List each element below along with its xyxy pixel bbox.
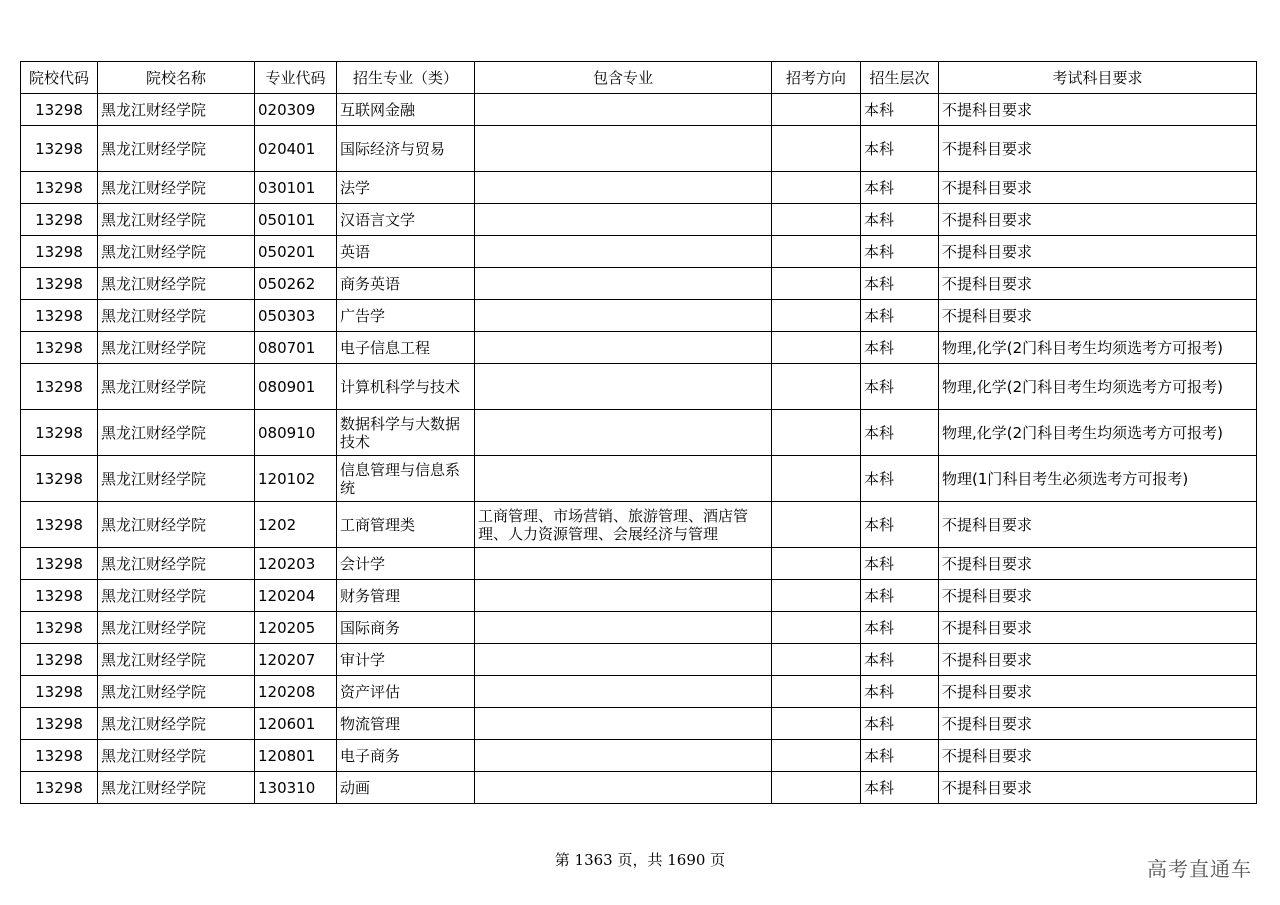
cell-major-code: 030101 <box>255 172 337 204</box>
cell-school-name: 黑龙江财经学院 <box>98 676 255 708</box>
cell-subject-requirement: 不提科目要求 <box>939 300 1257 332</box>
cell-included-majors <box>475 644 772 676</box>
cell-subject-requirement: 不提科目要求 <box>939 172 1257 204</box>
cell-level: 本科 <box>861 502 939 548</box>
cell-major-code: 020309 <box>255 94 337 126</box>
cell-level: 本科 <box>861 172 939 204</box>
cell-major-name: 英语 <box>337 236 475 268</box>
cell-direction <box>772 708 861 740</box>
cell-major-code: 1202 <box>255 502 337 548</box>
table-row <box>21 548 1257 580</box>
cell-included-majors <box>475 580 772 612</box>
cell-level: 本科 <box>861 410 939 456</box>
cell-subject-requirement: 不提科目要求 <box>939 644 1257 676</box>
table-row <box>21 94 1257 126</box>
cell-school-name: 黑龙江财经学院 <box>98 644 255 676</box>
cell-major-code: 120601 <box>255 708 337 740</box>
cell-major-code: 120207 <box>255 644 337 676</box>
page-number: 第 1363 页，共 1690 页 <box>554 851 726 869</box>
cell-school-name: 黑龙江财经学院 <box>98 410 255 456</box>
cell-level: 本科 <box>861 300 939 332</box>
header-level: 招生层次 <box>861 62 939 94</box>
cell-major-name: 互联网金融 <box>337 94 475 126</box>
cell-major-code: 120205 <box>255 612 337 644</box>
cell-major-code: 120203 <box>255 548 337 580</box>
cell-major-name: 数据科学与大数据技术 <box>337 410 475 456</box>
cell-level: 本科 <box>861 676 939 708</box>
cell-direction <box>772 456 861 502</box>
cell-major-name: 汉语言文学 <box>337 204 475 236</box>
cell-school-name: 黑龙江财经学院 <box>98 332 255 364</box>
table-row <box>21 456 1257 502</box>
cell-included-majors <box>475 94 772 126</box>
cell-school-code: 13298 <box>21 772 98 804</box>
cell-direction <box>772 644 861 676</box>
cell-subject-requirement: 物理,化学(2门科目考生均须选考方可报考) <box>939 410 1257 456</box>
cell-major-name: 电子信息工程 <box>337 332 475 364</box>
cell-subject-requirement: 物理(1门科目考生必须选考方可报考) <box>939 456 1257 502</box>
cell-major-name: 工商管理类 <box>337 502 475 548</box>
table-row <box>21 644 1257 676</box>
cell-school-name: 黑龙江财经学院 <box>98 300 255 332</box>
cell-school-name: 黑龙江财经学院 <box>98 456 255 502</box>
cell-level: 本科 <box>861 548 939 580</box>
cell-school-code: 13298 <box>21 332 98 364</box>
cell-level: 本科 <box>861 268 939 300</box>
cell-direction <box>772 410 861 456</box>
cell-direction <box>772 676 861 708</box>
cell-subject-requirement: 不提科目要求 <box>939 94 1257 126</box>
cell-included-majors <box>475 300 772 332</box>
cell-included-majors <box>475 676 772 708</box>
cell-major-code: 050101 <box>255 204 337 236</box>
cell-school-name: 黑龙江财经学院 <box>98 268 255 300</box>
cell-direction <box>772 740 861 772</box>
table-row <box>21 580 1257 612</box>
cell-major-code: 020401 <box>255 126 337 172</box>
cell-direction <box>772 236 861 268</box>
cell-school-code: 13298 <box>21 708 98 740</box>
header-school-code: 院校代码 <box>21 62 98 94</box>
table-row <box>21 172 1257 204</box>
table-row <box>21 300 1257 332</box>
cell-level: 本科 <box>861 204 939 236</box>
cell-school-name: 黑龙江财经学院 <box>98 204 255 236</box>
cell-major-code: 080701 <box>255 332 337 364</box>
cell-direction <box>772 580 861 612</box>
cell-included-majors <box>475 708 772 740</box>
cell-direction <box>772 204 861 236</box>
table-row <box>21 204 1257 236</box>
cell-subject-requirement: 不提科目要求 <box>939 708 1257 740</box>
cell-school-name: 黑龙江财经学院 <box>98 94 255 126</box>
cell-major-code: 130310 <box>255 772 337 804</box>
header-major-name: 招生专业（类） <box>337 62 475 94</box>
cell-major-name: 国际经济与贸易 <box>337 126 475 172</box>
cell-major-name: 会计学 <box>337 548 475 580</box>
cell-major-code: 080910 <box>255 410 337 456</box>
cell-major-name: 商务英语 <box>337 268 475 300</box>
cell-school-name: 黑龙江财经学院 <box>98 172 255 204</box>
cell-major-name: 电子商务 <box>337 740 475 772</box>
cell-subject-requirement: 不提科目要求 <box>939 548 1257 580</box>
cell-major-name: 动画 <box>337 772 475 804</box>
cell-subject-requirement: 不提科目要求 <box>939 580 1257 612</box>
header-direction: 招考方向 <box>772 62 861 94</box>
cell-level: 本科 <box>861 740 939 772</box>
cell-included-majors <box>475 236 772 268</box>
cell-direction <box>772 364 861 410</box>
cell-direction <box>772 126 861 172</box>
cell-major-name: 信息管理与信息系统 <box>337 456 475 502</box>
table-row <box>21 410 1257 456</box>
cell-included-majors: 工商管理、市场营销、旅游管理、酒店管理、人力资源管理、会展经济与管理 <box>475 502 772 548</box>
cell-school-name: 黑龙江财经学院 <box>98 364 255 410</box>
cell-major-code: 080901 <box>255 364 337 410</box>
cell-included-majors <box>475 204 772 236</box>
cell-school-code: 13298 <box>21 456 98 502</box>
cell-level: 本科 <box>861 772 939 804</box>
watermark: 高考直通车 <box>1147 857 1252 881</box>
cell-major-name: 资产评估 <box>337 676 475 708</box>
cell-major-name: 广告学 <box>337 300 475 332</box>
cell-subject-requirement: 不提科目要求 <box>939 502 1257 548</box>
cell-level: 本科 <box>861 644 939 676</box>
cell-major-name: 国际商务 <box>337 612 475 644</box>
cell-direction <box>772 612 861 644</box>
cell-school-code: 13298 <box>21 94 98 126</box>
cell-included-majors <box>475 740 772 772</box>
table-row <box>21 364 1257 410</box>
cell-major-name: 物流管理 <box>337 708 475 740</box>
cell-school-code: 13298 <box>21 676 98 708</box>
cell-level: 本科 <box>861 456 939 502</box>
cell-subject-requirement: 物理,化学(2门科目考生均须选考方可报考) <box>939 332 1257 364</box>
cell-subject-requirement: 物理,化学(2门科目考生均须选考方可报考) <box>939 364 1257 410</box>
cell-school-name: 黑龙江财经学院 <box>98 126 255 172</box>
cell-subject-requirement: 不提科目要求 <box>939 204 1257 236</box>
cell-level: 本科 <box>861 126 939 172</box>
cell-subject-requirement: 不提科目要求 <box>939 740 1257 772</box>
table-row <box>21 332 1257 364</box>
cell-major-name: 计算机科学与技术 <box>337 364 475 410</box>
table-row <box>21 708 1257 740</box>
cell-level: 本科 <box>861 580 939 612</box>
cell-major-code: 050303 <box>255 300 337 332</box>
cell-direction <box>772 332 861 364</box>
cell-included-majors <box>475 612 772 644</box>
cell-included-majors <box>475 548 772 580</box>
cell-direction <box>772 300 861 332</box>
cell-school-code: 13298 <box>21 548 98 580</box>
cell-level: 本科 <box>861 236 939 268</box>
cell-level: 本科 <box>861 708 939 740</box>
header-included-majors: 包含专业 <box>475 62 772 94</box>
cell-included-majors <box>475 172 772 204</box>
admissions-table <box>20 61 1257 804</box>
table-row <box>21 236 1257 268</box>
cell-major-code: 120102 <box>255 456 337 502</box>
table-row <box>21 772 1257 804</box>
cell-school-name: 黑龙江财经学院 <box>98 502 255 548</box>
cell-major-name: 审计学 <box>337 644 475 676</box>
cell-subject-requirement: 不提科目要求 <box>939 676 1257 708</box>
cell-school-name: 黑龙江财经学院 <box>98 236 255 268</box>
cell-included-majors <box>475 332 772 364</box>
cell-direction <box>772 268 861 300</box>
cell-school-name: 黑龙江财经学院 <box>98 548 255 580</box>
table-row <box>21 612 1257 644</box>
cell-direction <box>772 548 861 580</box>
cell-school-code: 13298 <box>21 300 98 332</box>
cell-school-name: 黑龙江财经学院 <box>98 708 255 740</box>
cell-direction <box>772 502 861 548</box>
header-major-code: 专业代码 <box>255 62 337 94</box>
cell-school-name: 黑龙江财经学院 <box>98 740 255 772</box>
cell-included-majors <box>475 410 772 456</box>
cell-level: 本科 <box>861 612 939 644</box>
cell-school-code: 13298 <box>21 364 98 410</box>
header-subject-requirement: 考试科目要求 <box>939 62 1257 94</box>
cell-school-code: 13298 <box>21 644 98 676</box>
header-school-name: 院校名称 <box>98 62 255 94</box>
cell-level: 本科 <box>861 364 939 410</box>
cell-included-majors <box>475 772 772 804</box>
cell-school-code: 13298 <box>21 236 98 268</box>
cell-subject-requirement: 不提科目要求 <box>939 612 1257 644</box>
table-body <box>21 94 1257 804</box>
cell-level: 本科 <box>861 332 939 364</box>
cell-included-majors <box>475 456 772 502</box>
cell-subject-requirement: 不提科目要求 <box>939 236 1257 268</box>
cell-school-code: 13298 <box>21 126 98 172</box>
table-row <box>21 268 1257 300</box>
cell-school-code: 13298 <box>21 502 98 548</box>
table-row <box>21 502 1257 548</box>
cell-major-code: 120208 <box>255 676 337 708</box>
table-row <box>21 676 1257 708</box>
cell-school-code: 13298 <box>21 268 98 300</box>
cell-school-code: 13298 <box>21 612 98 644</box>
cell-direction <box>772 172 861 204</box>
cell-included-majors <box>475 268 772 300</box>
cell-included-majors <box>475 126 772 172</box>
cell-major-code: 120801 <box>255 740 337 772</box>
cell-direction <box>772 772 861 804</box>
cell-level: 本科 <box>861 94 939 126</box>
header-row <box>21 62 1257 94</box>
cell-major-name: 法学 <box>337 172 475 204</box>
table-row <box>21 126 1257 172</box>
cell-school-code: 13298 <box>21 410 98 456</box>
cell-subject-requirement: 不提科目要求 <box>939 268 1257 300</box>
cell-included-majors <box>475 364 772 410</box>
cell-school-name: 黑龙江财经学院 <box>98 772 255 804</box>
cell-school-name: 黑龙江财经学院 <box>98 612 255 644</box>
cell-major-name: 财务管理 <box>337 580 475 612</box>
cell-school-code: 13298 <box>21 580 98 612</box>
table-row <box>21 740 1257 772</box>
cell-major-code: 050201 <box>255 236 337 268</box>
cell-school-name: 黑龙江财经学院 <box>98 580 255 612</box>
cell-subject-requirement: 不提科目要求 <box>939 126 1257 172</box>
cell-school-code: 13298 <box>21 740 98 772</box>
cell-direction <box>772 94 861 126</box>
cell-school-code: 13298 <box>21 172 98 204</box>
cell-major-code: 120204 <box>255 580 337 612</box>
cell-major-code: 050262 <box>255 268 337 300</box>
cell-subject-requirement: 不提科目要求 <box>939 772 1257 804</box>
cell-school-code: 13298 <box>21 204 98 236</box>
